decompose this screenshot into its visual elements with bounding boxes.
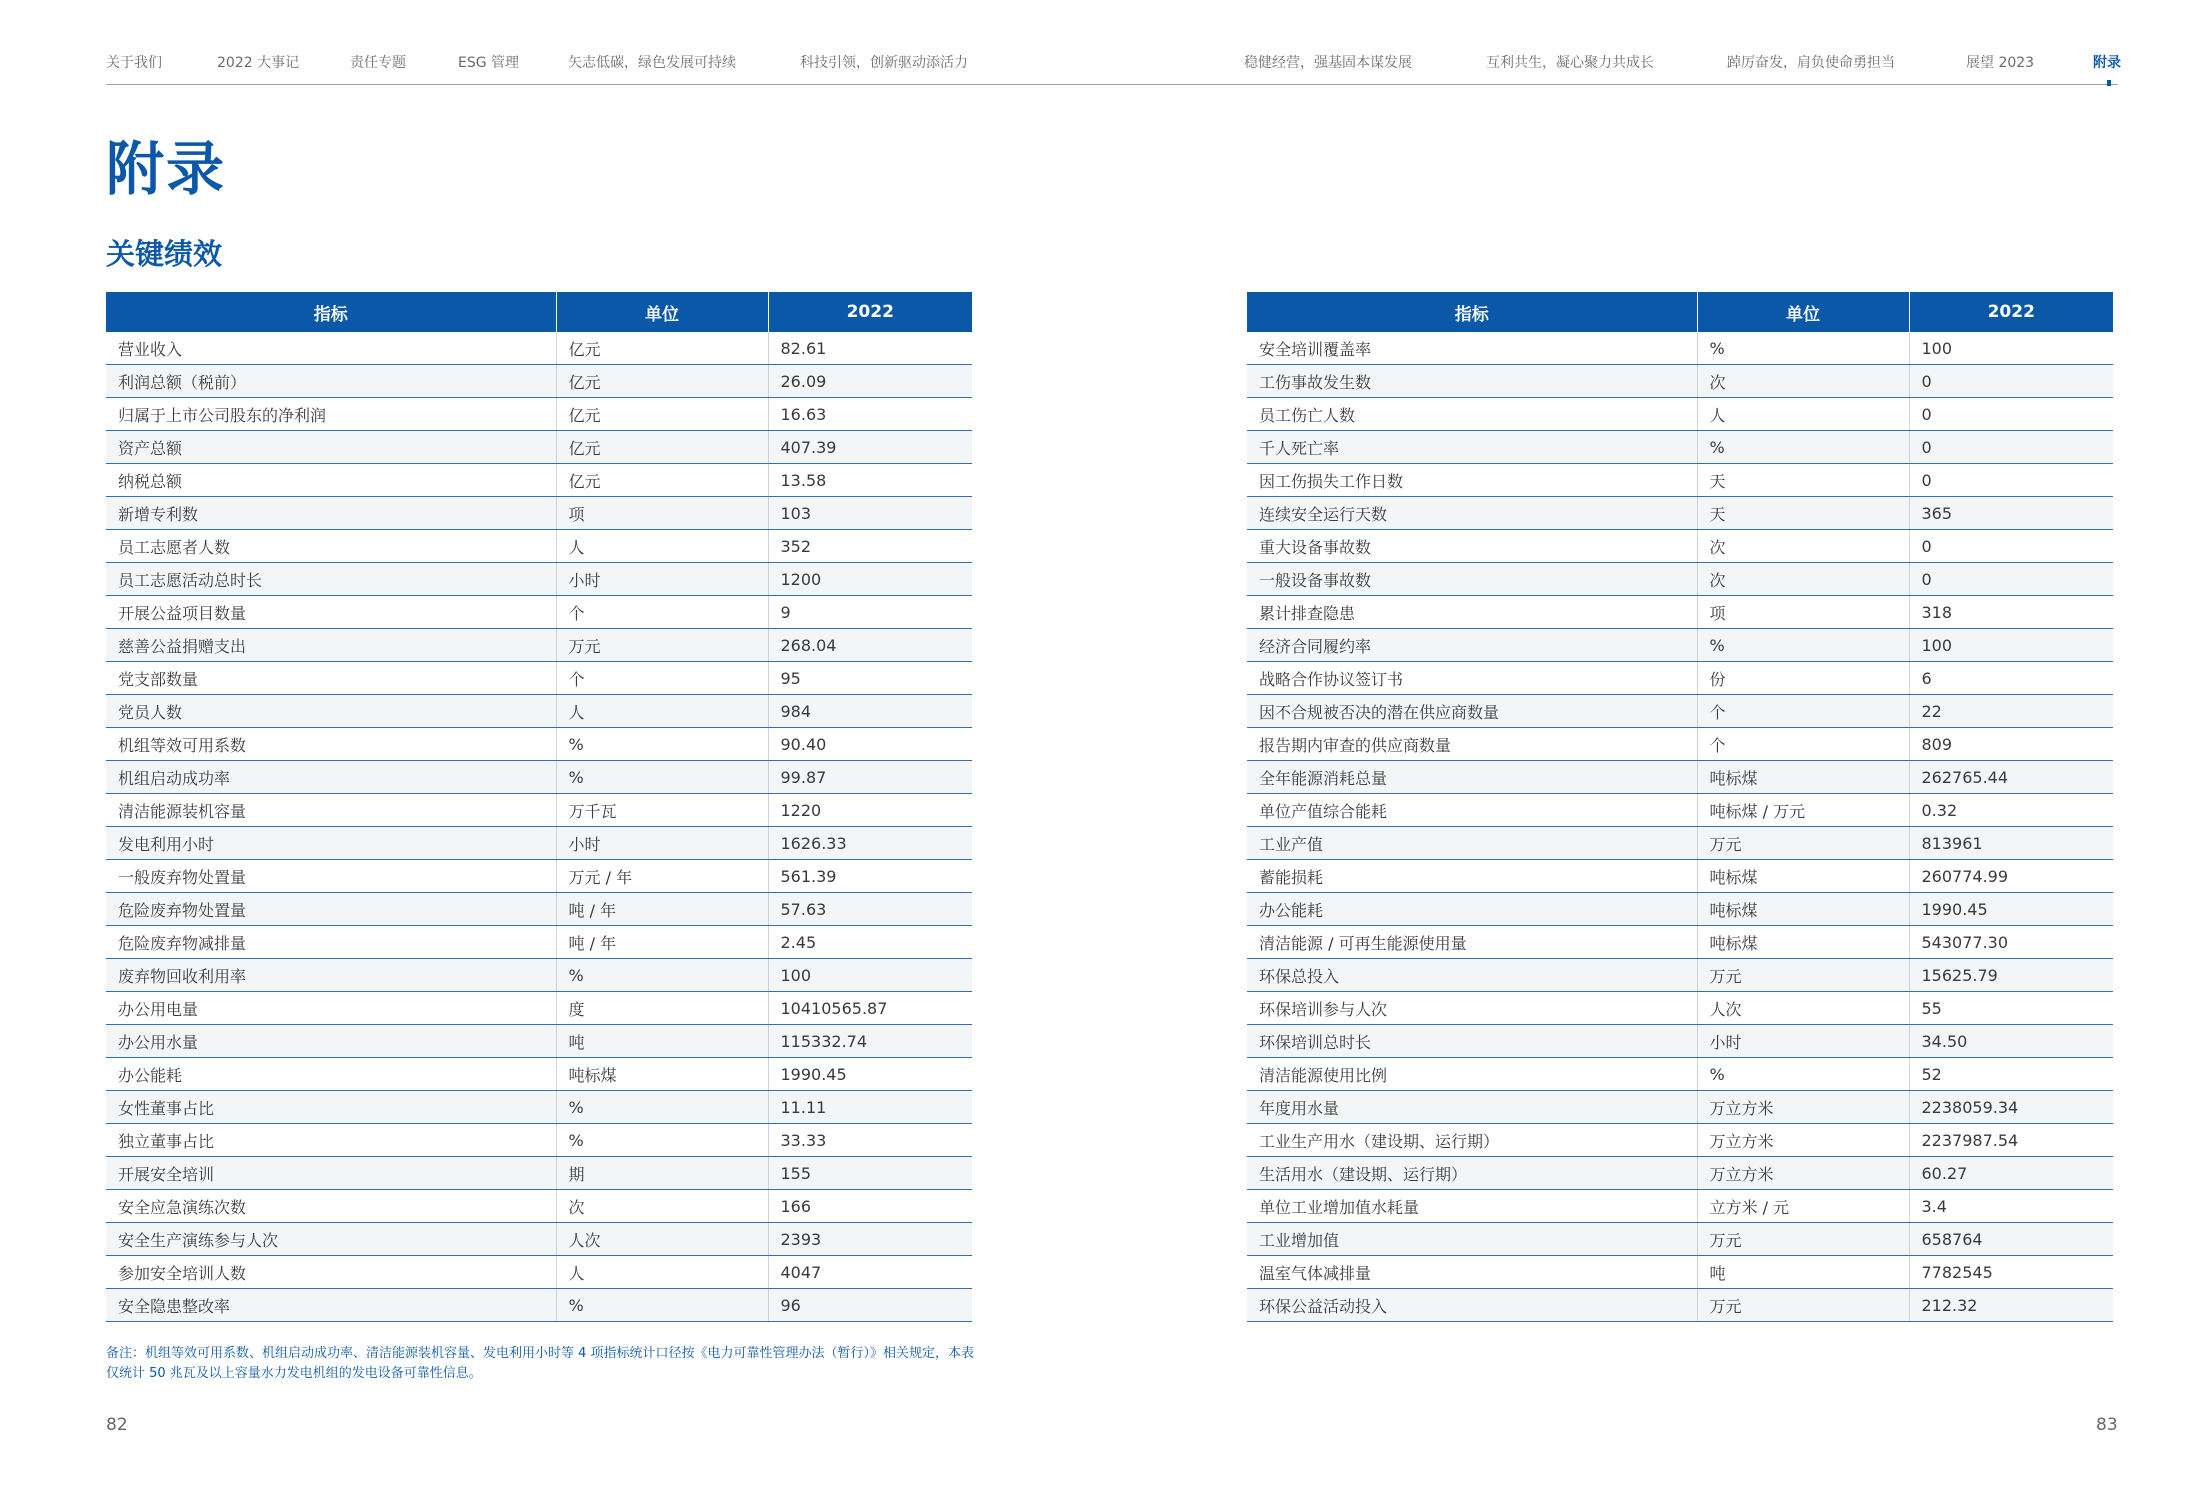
table-row: [1247, 398, 2113, 431]
value-cell: 16.63: [768, 398, 972, 431]
table-row: [1247, 1223, 2113, 1256]
table-row: [1247, 662, 2113, 695]
value-cell: 9: [768, 596, 972, 629]
unit-cell: 个: [1697, 728, 1909, 761]
indicator-cell: 一般设备事故数: [1247, 563, 1697, 596]
top-navigation: [106, 50, 2121, 85]
value-cell: 90.40: [768, 728, 972, 761]
indicator-cell: 单位产值综合能耗: [1247, 794, 1697, 827]
table-footnote: 备注：机组等效可用系数、机组启动成功率、清洁能源装机容量、发电利用小时等 4 项指标统计口径按《电力可靠性管理办法（暂行）》相关规定，本表仅统计 50 兆瓦及以上容量水力发电机组的发电设备可靠性信息。: [106, 1346, 975, 1381]
indicator-cell: 环保公益活动投入: [1247, 1289, 1697, 1322]
unit-cell: 万立方米: [1697, 1091, 1909, 1124]
indicator-cell: 危险废弃物减排量: [106, 926, 556, 959]
unit-cell: %: [1697, 332, 1909, 365]
table-row: [1247, 992, 2113, 1025]
unit-cell: 个: [556, 596, 768, 629]
indicator-cell: 清洁能源装机容量: [106, 794, 556, 827]
unit-cell: %: [556, 1289, 768, 1322]
unit-cell: 人: [556, 1256, 768, 1289]
table-row: [1247, 860, 2113, 893]
indicator-cell: 营业收入: [106, 332, 556, 365]
table-row: [106, 1223, 972, 1256]
indicator-cell: 利润总额（税前）: [106, 365, 556, 398]
value-cell: 0: [1909, 431, 2113, 464]
indicator-cell: 员工志愿者人数: [106, 530, 556, 563]
table-row: [106, 332, 972, 365]
table-row: [1247, 1091, 2113, 1124]
unit-cell: %: [556, 761, 768, 794]
nav-item-mission[interactable]: 踔厉奋发，肩负使命勇担当: [1727, 55, 1895, 71]
value-cell: 6: [1909, 662, 2113, 695]
value-cell: 95: [768, 662, 972, 695]
table-row: [106, 596, 972, 629]
indicator-cell: 环保总投入: [1247, 959, 1697, 992]
column-header-year: 2022: [768, 292, 972, 332]
table-row: [1247, 794, 2113, 827]
table-row: [1247, 761, 2113, 794]
value-cell: 212.32: [1909, 1289, 2113, 1322]
indicator-cell: 环保培训参与人次: [1247, 992, 1697, 1025]
table-row: [1247, 464, 2113, 497]
table-row: [1247, 332, 2113, 365]
table-row: [106, 629, 972, 662]
value-cell: 260774.99: [1909, 860, 2113, 893]
section-title: 关键绩效: [106, 237, 223, 271]
value-cell: 561.39: [768, 860, 972, 893]
indicator-cell: 工伤事故发生数: [1247, 365, 1697, 398]
indicator-cell: 党支部数量: [106, 662, 556, 695]
column-header-unit: 单位: [1697, 292, 1909, 332]
table-row: [1247, 959, 2113, 992]
page-title: 附录: [106, 135, 227, 203]
indicator-cell: 累计排查隐患: [1247, 596, 1697, 629]
value-cell: 33.33: [768, 1124, 972, 1157]
unit-cell: 万元: [1697, 959, 1909, 992]
value-cell: 52: [1909, 1058, 2113, 1091]
unit-cell: 吨标煤: [1697, 860, 1909, 893]
indicator-cell: 慈善公益捐赠支出: [106, 629, 556, 662]
unit-cell: 人: [556, 695, 768, 728]
table-row: [1247, 1256, 2113, 1289]
value-cell: 0: [1909, 398, 2113, 431]
indicator-cell: 废弃物回收利用率: [106, 959, 556, 992]
table-row: [1247, 695, 2113, 728]
unit-cell: 小时: [556, 827, 768, 860]
value-cell: 1220: [768, 794, 972, 827]
table-row: [1247, 365, 2113, 398]
unit-cell: 亿元: [556, 464, 768, 497]
table-row: [1247, 1058, 2113, 1091]
value-cell: 0.32: [1909, 794, 2113, 827]
indicator-cell: 开展安全培训: [106, 1157, 556, 1190]
indicator-cell: 连续安全运行天数: [1247, 497, 1697, 530]
indicator-cell: 一般废弃物处置量: [106, 860, 556, 893]
unit-cell: 次: [1697, 530, 1909, 563]
unit-cell: 万元: [1697, 827, 1909, 860]
unit-cell: 个: [556, 662, 768, 695]
unit-cell: 人: [1697, 398, 1909, 431]
nav-item-appendix[interactable]: 附录: [2093, 55, 2121, 71]
column-header-unit: 单位: [556, 292, 768, 332]
indicator-cell: 清洁能源使用比例: [1247, 1058, 1697, 1091]
unit-cell: 亿元: [556, 332, 768, 365]
unit-cell: 吨: [1697, 1256, 1909, 1289]
nav-item-outlook[interactable]: 展望 2023: [1966, 55, 2035, 71]
indicator-cell: 办公用电量: [106, 992, 556, 1025]
nav-item-about[interactable]: 关于我们: [106, 55, 162, 71]
value-cell: 1200: [768, 563, 972, 596]
table-row: [1247, 1124, 2113, 1157]
table-row: [106, 1289, 972, 1322]
unit-cell: 天: [1697, 464, 1909, 497]
unit-cell: 人次: [556, 1223, 768, 1256]
unit-cell: %: [1697, 629, 1909, 662]
value-cell: 262765.44: [1909, 761, 2113, 794]
table-row: [1247, 1190, 2113, 1223]
indicator-cell: 工业增加值: [1247, 1223, 1697, 1256]
table-row: [1247, 431, 2113, 464]
indicator-cell: 办公能耗: [1247, 893, 1697, 926]
page-number-right: 83: [2096, 1415, 2118, 1435]
table-row: [1247, 1157, 2113, 1190]
table-row: [1247, 926, 2113, 959]
unit-cell: 次: [556, 1190, 768, 1223]
value-cell: 100: [768, 959, 972, 992]
table-row: [106, 827, 972, 860]
table-row: [106, 893, 972, 926]
indicator-cell: 新增专利数: [106, 497, 556, 530]
indicator-cell: 办公用水量: [106, 1025, 556, 1058]
value-cell: 809: [1909, 728, 2113, 761]
indicator-cell: 发电利用小时: [106, 827, 556, 860]
indicator-cell: 因不合规被否决的潜在供应商数量: [1247, 695, 1697, 728]
indicator-cell: 清洁能源 / 可再生能源使用量: [1247, 926, 1697, 959]
value-cell: 0: [1909, 365, 2113, 398]
table-row: [1247, 530, 2113, 563]
value-cell: 7782545: [1909, 1256, 2113, 1289]
indicator-cell: 独立董事占比: [106, 1124, 556, 1157]
unit-cell: 立方米 / 元: [1697, 1190, 1909, 1223]
unit-cell: %: [1697, 1058, 1909, 1091]
indicator-cell: 员工伤亡人数: [1247, 398, 1697, 431]
indicator-cell: 机组等效可用系数: [106, 728, 556, 761]
unit-cell: 次: [1697, 563, 1909, 596]
table-row: [106, 794, 972, 827]
column-header-indicator: 指标: [106, 292, 556, 332]
value-cell: 155: [768, 1157, 972, 1190]
nav-item-tech[interactable]: 科技引领，创新驱动添活力: [800, 55, 968, 71]
unit-cell: 吨标煤: [1697, 926, 1909, 959]
unit-cell: 吨: [556, 1025, 768, 1058]
unit-cell: 万元: [1697, 1223, 1909, 1256]
kpi-table-right: [1247, 292, 2113, 1322]
nav-item-green[interactable]: 矢志低碳，绿色发展可持续: [568, 55, 736, 71]
unit-cell: 项: [1697, 596, 1909, 629]
table-row: [106, 1091, 972, 1124]
unit-cell: 万千瓦: [556, 794, 768, 827]
indicator-cell: 生活用水（建设期、运行期）: [1247, 1157, 1697, 1190]
table-row: [106, 959, 972, 992]
table-row: [106, 662, 972, 695]
indicator-cell: 资产总额: [106, 431, 556, 464]
nav-item-community[interactable]: 互利共生，凝心聚力共成长: [1486, 55, 1654, 71]
value-cell: 4047: [768, 1256, 972, 1289]
value-cell: 26.09: [768, 365, 972, 398]
table-row: [106, 431, 972, 464]
table-row: [1247, 1025, 2113, 1058]
table-row: [106, 530, 972, 563]
nav-item-milestones[interactable]: 2022 大事记: [217, 55, 300, 71]
table-row: [106, 497, 972, 530]
unit-cell: 小时: [1697, 1025, 1909, 1058]
indicator-cell: 纳税总额: [106, 464, 556, 497]
table-row: [106, 398, 972, 431]
indicator-cell: 归属于上市公司股东的净利润: [106, 398, 556, 431]
table-row: [106, 1256, 972, 1289]
table-row: [106, 695, 972, 728]
unit-cell: 吨标煤: [556, 1058, 768, 1091]
nav-item-operation[interactable]: 稳健经营，强基固本谋发展: [1244, 55, 1412, 71]
indicator-cell: 办公能耗: [106, 1058, 556, 1091]
indicator-cell: 温室气体减排量: [1247, 1256, 1697, 1289]
unit-cell: %: [556, 959, 768, 992]
unit-cell: 亿元: [556, 365, 768, 398]
table-row: [106, 1058, 972, 1091]
value-cell: 96: [768, 1289, 972, 1322]
table-row: [1247, 893, 2113, 926]
table-row: [106, 728, 972, 761]
unit-cell: %: [556, 728, 768, 761]
indicator-cell: 经济合同履约率: [1247, 629, 1697, 662]
value-cell: 2238059.34: [1909, 1091, 2113, 1124]
unit-cell: 度: [556, 992, 768, 1025]
value-cell: 1626.33: [768, 827, 972, 860]
table-header-row: [1247, 292, 2113, 332]
indicator-cell: 全年能源消耗总量: [1247, 761, 1697, 794]
table-row: [106, 1157, 972, 1190]
unit-cell: 万立方米: [1697, 1157, 1909, 1190]
unit-cell: 人: [556, 530, 768, 563]
value-cell: 103: [768, 497, 972, 530]
column-header-year: 2022: [1909, 292, 2113, 332]
table-row: [1247, 728, 2113, 761]
value-cell: 1990.45: [768, 1058, 972, 1091]
table-row: [1247, 1289, 2113, 1322]
value-cell: 82.61: [768, 332, 972, 365]
indicator-cell: 安全应急演练次数: [106, 1190, 556, 1223]
unit-cell: 万元: [556, 629, 768, 662]
indicator-cell: 工业生产用水（建设期、运行期）: [1247, 1124, 1697, 1157]
unit-cell: 人次: [1697, 992, 1909, 1025]
table-row: [1247, 827, 2113, 860]
indicator-cell: 安全隐患整改率: [106, 1289, 556, 1322]
value-cell: 15625.79: [1909, 959, 2113, 992]
table-row: [106, 1190, 972, 1223]
unit-cell: 万元 / 年: [556, 860, 768, 893]
unit-cell: 亿元: [556, 398, 768, 431]
unit-cell: 项: [556, 497, 768, 530]
value-cell: 407.39: [768, 431, 972, 464]
unit-cell: 吨标煤 / 万元: [1697, 794, 1909, 827]
indicator-cell: 安全培训覆盖率: [1247, 332, 1697, 365]
value-cell: 22: [1909, 695, 2113, 728]
table-row: [106, 1124, 972, 1157]
value-cell: 318: [1909, 596, 2113, 629]
value-cell: 543077.30: [1909, 926, 2113, 959]
value-cell: 13.58: [768, 464, 972, 497]
table-row: [106, 1025, 972, 1058]
nav-item-feature[interactable]: 责任专题: [350, 55, 406, 71]
value-cell: 813961: [1909, 827, 2113, 860]
indicator-cell: 机组启动成功率: [106, 761, 556, 794]
value-cell: 100: [1909, 629, 2113, 662]
table-row: [1247, 497, 2113, 530]
value-cell: 100: [1909, 332, 2113, 365]
table-row: [106, 365, 972, 398]
indicator-cell: 单位工业增加值水耗量: [1247, 1190, 1697, 1223]
indicator-cell: 报告期内审查的供应商数量: [1247, 728, 1697, 761]
table-row: [1247, 596, 2113, 629]
unit-cell: %: [556, 1124, 768, 1157]
column-header-indicator: 指标: [1247, 292, 1697, 332]
indicator-cell: 蓄能损耗: [1247, 860, 1697, 893]
value-cell: 57.63: [768, 893, 972, 926]
value-cell: 3.4: [1909, 1190, 2113, 1223]
value-cell: 0: [1909, 530, 2113, 563]
unit-cell: 万立方米: [1697, 1124, 1909, 1157]
active-nav-marker: [2107, 80, 2111, 86]
unit-cell: 吨标煤: [1697, 761, 1909, 794]
indicator-cell: 员工志愿活动总时长: [106, 563, 556, 596]
value-cell: 984: [768, 695, 972, 728]
value-cell: 166: [768, 1190, 972, 1223]
value-cell: 2237987.54: [1909, 1124, 2113, 1157]
value-cell: 115332.74: [768, 1025, 972, 1058]
value-cell: 55: [1909, 992, 2113, 1025]
indicator-cell: 安全生产演练参与人次: [106, 1223, 556, 1256]
value-cell: 0: [1909, 563, 2113, 596]
value-cell: 34.50: [1909, 1025, 2113, 1058]
value-cell: 0: [1909, 464, 2113, 497]
indicator-cell: 开展公益项目数量: [106, 596, 556, 629]
unit-cell: 个: [1697, 695, 1909, 728]
unit-cell: 次: [1697, 365, 1909, 398]
indicator-cell: 环保培训总时长: [1247, 1025, 1697, 1058]
table-row: [106, 926, 972, 959]
value-cell: 11.11: [768, 1091, 972, 1124]
indicator-cell: 工业产值: [1247, 827, 1697, 860]
nav-item-esg[interactable]: ESG 管理: [458, 55, 520, 71]
page-number-left: 82: [106, 1415, 128, 1435]
indicator-cell: 女性董事占比: [106, 1091, 556, 1124]
value-cell: 99.87: [768, 761, 972, 794]
unit-cell: 吨 / 年: [556, 893, 768, 926]
unit-cell: %: [556, 1091, 768, 1124]
table-row: [1247, 629, 2113, 662]
value-cell: 2.45: [768, 926, 972, 959]
value-cell: 60.27: [1909, 1157, 2113, 1190]
table-row: [1247, 563, 2113, 596]
table-row: [106, 464, 972, 497]
value-cell: 10410565.87: [768, 992, 972, 1025]
unit-cell: 份: [1697, 662, 1909, 695]
value-cell: 658764: [1909, 1223, 2113, 1256]
table-row: [106, 563, 972, 596]
unit-cell: 小时: [556, 563, 768, 596]
indicator-cell: 千人死亡率: [1247, 431, 1697, 464]
table-header-row: [106, 292, 972, 332]
unit-cell: 天: [1697, 497, 1909, 530]
value-cell: 352: [768, 530, 972, 563]
indicator-cell: 年度用水量: [1247, 1091, 1697, 1124]
indicator-cell: 重大设备事故数: [1247, 530, 1697, 563]
unit-cell: 期: [556, 1157, 768, 1190]
indicator-cell: 参加安全培训人数: [106, 1256, 556, 1289]
unit-cell: 万元: [1697, 1289, 1909, 1322]
unit-cell: %: [1697, 431, 1909, 464]
unit-cell: 亿元: [556, 431, 768, 464]
indicator-cell: 战略合作协议签订书: [1247, 662, 1697, 695]
table-row: [106, 860, 972, 893]
value-cell: 2393: [768, 1223, 972, 1256]
indicator-cell: 因工伤损失工作日数: [1247, 464, 1697, 497]
table-row: [106, 761, 972, 794]
value-cell: 268.04: [768, 629, 972, 662]
unit-cell: 吨标煤: [1697, 893, 1909, 926]
value-cell: 365: [1909, 497, 2113, 530]
table-row: [106, 992, 972, 1025]
indicator-cell: 党员人数: [106, 695, 556, 728]
kpi-table-left: [106, 292, 972, 1322]
value-cell: 1990.45: [1909, 893, 2113, 926]
unit-cell: 吨 / 年: [556, 926, 768, 959]
indicator-cell: 危险废弃物处置量: [106, 893, 556, 926]
